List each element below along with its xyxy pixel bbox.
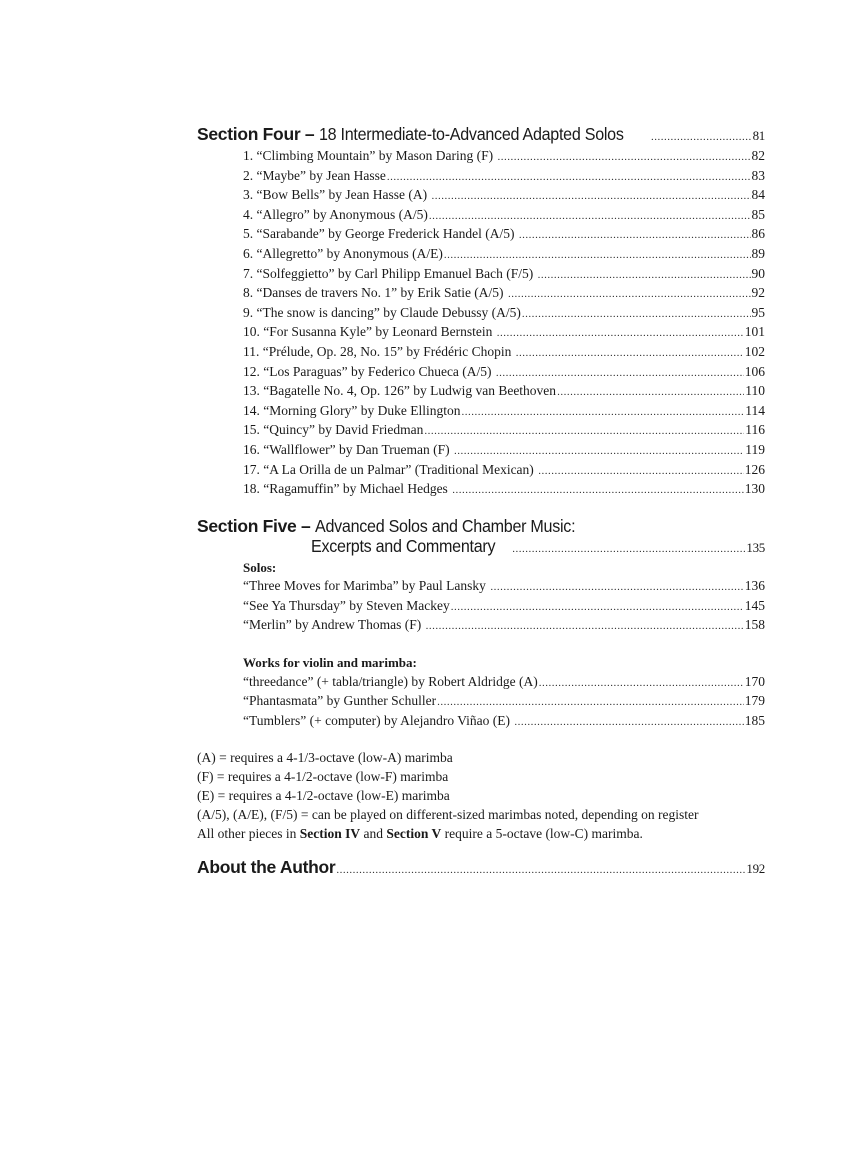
section-five-title-line2: Excerpts and Commentary	[311, 535, 496, 556]
note-line: (E) = requires a 4-1/2-octave (low-E) marimba	[197, 788, 450, 804]
entry-title: 9. “The snow is dancing” by Claude Debussy (A/5)	[243, 304, 521, 320]
toc-entry	[197, 265, 765, 285]
toc-entry	[197, 402, 765, 422]
toc-entry	[197, 304, 765, 324]
entry-title: 2. “Maybe” by Jean Hasse	[243, 167, 386, 183]
toc-entry	[197, 461, 765, 481]
entry-title: 18. “Ragamuffin” by Michael Hedges	[243, 481, 452, 497]
dot-leader	[508, 285, 751, 304]
toc-entry	[197, 712, 765, 732]
entry-title: “Tumblers” (+ computer) by Alejandro Viñao (E)	[243, 712, 514, 728]
entry-title: 10. “For Susanna Kyle” by Leonard Bernstein	[243, 324, 496, 340]
entry-title: “Three Moves for Marimba” by Paul Lansky	[243, 578, 490, 594]
dot-leader	[539, 674, 744, 693]
dot-leader	[651, 127, 752, 147]
entry-page: 136	[744, 578, 765, 594]
toc-entry	[197, 186, 765, 206]
toc-entry	[197, 673, 765, 693]
dot-leader	[522, 305, 751, 324]
toc-entry	[197, 616, 765, 636]
section-five-title-line1: Advanced Solos and Chamber Music:	[315, 515, 576, 536]
toc-entry	[197, 245, 765, 265]
entry-page: 92	[751, 285, 765, 301]
section-four-heading	[197, 124, 765, 147]
entry-page: 102	[744, 343, 765, 359]
entry-page: 90	[751, 265, 765, 281]
entry-page: 86	[751, 226, 765, 242]
dot-leader	[424, 422, 744, 441]
entry-page: 114	[745, 402, 765, 418]
note-text: All other pieces in	[197, 825, 300, 841]
section-five-page: 135	[746, 539, 765, 555]
toc-entry	[197, 284, 765, 304]
section-five-heading-line2	[197, 536, 765, 559]
dot-leader	[512, 539, 745, 559]
solos-heading: Solos:	[243, 559, 277, 575]
entry-title: 11. “Prélude, Op. 28, No. 15” by Frédéric Chopin	[243, 343, 515, 359]
dot-leader	[497, 324, 744, 343]
about-author-heading	[197, 857, 765, 880]
dot-leader	[452, 481, 744, 500]
dot-leader	[497, 148, 750, 167]
toc-entry	[197, 147, 765, 167]
toc-entry	[197, 441, 765, 461]
about-author-title: About the Author	[197, 857, 336, 878]
dot-leader	[516, 344, 744, 363]
toc-entry	[197, 597, 765, 617]
entry-page: 82	[751, 148, 765, 163]
note-text: and	[360, 825, 387, 841]
note-line: (A) = requires a 4-1/3-octave (low-A) marimba	[197, 750, 453, 766]
entry-title: 15. “Quincy” by David Friedman	[243, 422, 424, 438]
note-line: (F) = requires a 4-1/2-octave (low-F) marimba	[197, 769, 449, 785]
entry-title: “See Ya Thursday” by Steven Mackey	[243, 597, 450, 613]
dot-leader	[454, 442, 744, 461]
toc-entry	[197, 577, 765, 597]
toc-entry	[197, 480, 765, 500]
note-bold: Section IV	[299, 825, 361, 841]
note-text: require a 5-octave (low-C) marimba.	[441, 825, 643, 841]
entry-title: 7. “Solfeggietto” by Carl Philipp Emanuel Bach (F/5)	[243, 265, 537, 281]
dot-leader	[519, 226, 751, 245]
entry-page: 130	[744, 481, 765, 497]
entry-page: 126	[744, 461, 765, 477]
dot-leader	[557, 383, 744, 402]
entry-title: 14. “Morning Glory” by Duke Ellington	[243, 402, 461, 418]
toc-entry	[197, 206, 765, 226]
entry-page: 83	[751, 167, 765, 183]
entry-title: 5. “Sarabande” by George Frederick Handel (A/5)	[243, 226, 518, 242]
section-five-heading-line1	[197, 516, 765, 536]
section-four-title: 18 Intermediate-to-Advanced Adapted Solos	[318, 124, 624, 144]
dot-leader	[451, 598, 744, 617]
table-of-contents	[197, 118, 765, 880]
entry-page: 170	[744, 673, 765, 689]
toc-entry	[197, 225, 765, 245]
dot-leader	[336, 860, 745, 880]
dot-leader	[514, 713, 743, 732]
note-line: (A/5), (A/E), (F/5) = can be played on different-sized marimbas noted, depending on register	[197, 806, 699, 822]
dot-leader	[437, 693, 744, 712]
entry-page: 145	[744, 597, 765, 613]
entry-title: 6. “Allegretto” by Anonymous (A/E)	[243, 245, 443, 261]
entry-title: 12. “Los Paraguas” by Federico Chueca (A/5)	[243, 363, 495, 379]
section-four-entries	[197, 147, 765, 500]
entry-title: 17. “A La Orilla de un Palmar” (Traditional Mexican)	[243, 461, 538, 477]
entry-title: 8. “Danses de travers No. 1” by Erik Satie (A/5)	[243, 285, 507, 301]
dot-leader	[426, 617, 744, 636]
dot-leader	[387, 168, 751, 187]
entry-page: 95	[751, 304, 765, 320]
entry-page: 119	[745, 441, 765, 457]
marimba-notes	[197, 749, 765, 843]
entry-page: 85	[751, 206, 765, 222]
dot-leader	[538, 266, 751, 285]
entry-title: 4. “Allegro” by Anonymous (A/5)	[243, 206, 428, 222]
toc-entry	[197, 343, 765, 363]
entry-title: 3. “Bow Bells” by Jean Hasse (A)	[243, 187, 431, 203]
entry-page: 106	[744, 363, 765, 379]
section-five-label: Section Five –	[197, 515, 316, 536]
entry-title: 16. “Wallflower” by Dan Trueman (F)	[243, 441, 453, 457]
dot-leader	[496, 364, 744, 383]
dot-leader	[538, 462, 744, 481]
entry-page: 84	[751, 187, 765, 203]
entry-page: 185	[744, 712, 765, 728]
entry-page: 110	[745, 383, 765, 399]
section-four-label: Section Four –	[197, 124, 319, 144]
toc-entry	[197, 382, 765, 402]
dot-leader	[490, 578, 743, 597]
entry-page: 116	[745, 422, 765, 438]
toc-entry	[197, 167, 765, 187]
entry-page: 158	[744, 617, 765, 633]
dot-leader	[461, 403, 744, 422]
entry-title: “Merlin” by Andrew Thomas (F)	[243, 617, 425, 633]
dot-leader	[431, 187, 750, 206]
note-bold: Section V	[386, 825, 442, 841]
entry-title: 13. “Bagatelle No. 4, Op. 126” by Ludwig van Beethoven	[243, 383, 557, 399]
note-line	[197, 825, 765, 844]
section-four-page: 81	[752, 128, 765, 143]
about-author-page: 192	[746, 861, 765, 877]
entry-page: 89	[751, 245, 765, 261]
spacer	[197, 636, 765, 654]
entry-title: “threedance” (+ tabla/triangle) by Robert Aldridge (A)	[243, 673, 538, 689]
entry-title: 1. “Climbing Mountain” by Mason Daring (F)	[243, 148, 497, 163]
toc-entry	[197, 323, 765, 343]
entry-page: 179	[744, 693, 765, 709]
dot-leader	[429, 207, 751, 226]
entry-page: 101	[744, 324, 765, 340]
toc-entry	[197, 363, 765, 383]
toc-entry	[197, 692, 765, 712]
toc-entry	[197, 421, 765, 441]
works-heading: Works for violin and marimba:	[243, 655, 417, 671]
dot-leader	[444, 246, 751, 265]
entry-title: “Phantasmata” by Gunther Schuller	[243, 693, 437, 709]
